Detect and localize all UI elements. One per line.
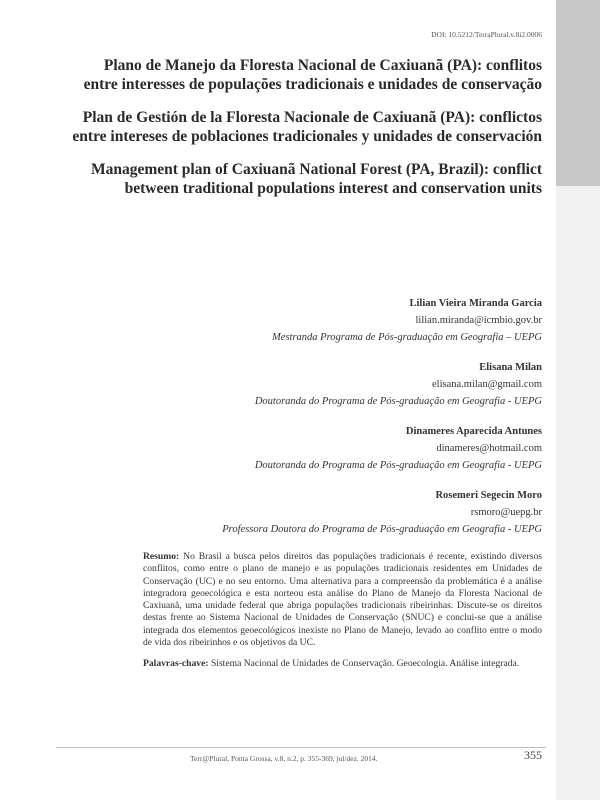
author-affiliation: Doutoranda do Programa de Pós-graduação em Geografia - UEPG bbox=[254, 460, 542, 471]
author-name: Rosemeri Segecin Moro bbox=[435, 490, 542, 501]
authors-block bbox=[72, 295, 542, 551]
abstract-text: No Brasil a busca pelos direitos das populações tradicionais é recente, existindo diversos conflitos, como entre o plano de manejo e as populações tradicionais residentes em Unidades de Conservação (UC) e no seu entorno. Uma alternativa para a compreensão da problemática é a análise integradora geoecológica e esta norteou esta análise do Plano de Manejo da Floresta Nacional de Caxiuanã, uma unidade federal que abriga populações tradicionais ribeirinhas. Discute-se os direitos destas frente ao Sistema Nacional de Unidades de Conservação (SNUC) e conclui-se que a análise integrada dos elementos geoecológicos inexiste no Plano de Manejo, levado ao conflito entre o modo de vida dos ribeirinhos e os objetivos da UC. bbox=[143, 551, 542, 649]
side-margin-tab bbox=[556, 0, 600, 186]
title-english: Management plan of Caxiuanã National Forest (PA, Brazil): conflict between traditional populations interest and conservation units bbox=[90, 161, 542, 197]
author-affiliation: Mestranda Programa de Pós-graduação em Geografia – UEPG bbox=[272, 332, 542, 343]
author-1 bbox=[72, 295, 542, 346]
abstract-paragraph bbox=[143, 551, 542, 649]
footer-citation: Terr@Plural, Ponta Grossa, v.8, n.2, p. 355-369, jul/dez. 2014. bbox=[190, 754, 378, 763]
author-email: elisana.milan@gmail.com bbox=[432, 379, 542, 390]
author-name: Dinameres Aparecida Antunes bbox=[405, 426, 542, 437]
author-2 bbox=[72, 359, 542, 410]
title-spanish: Plan de Gestión de la Floresta Nacionale de Caxiuanã (PA): conflictos entre intereses de poblaciones tradicionales y unidades de conservación bbox=[72, 109, 542, 145]
title-portuguese: Plano de Manejo da Floresta Nacional de Caxiuanã (PA): conflitos entre interesses de populações tradicionais e unidades de conservação bbox=[83, 57, 542, 93]
footer-divider bbox=[56, 747, 546, 748]
keywords-text: Sistema Nacional de Unidades de Conservação. Geoecologia. Análise integrada. bbox=[208, 658, 520, 670]
page-number: 355 bbox=[524, 748, 542, 762]
author-affiliation: Doutoranda do Programa de Pós-graduação em Geografia - UEPG bbox=[254, 396, 542, 407]
author-email: lilian.miranda@icmbio.gov.br bbox=[415, 315, 542, 326]
keywords-paragraph bbox=[143, 658, 542, 670]
abstract-block bbox=[143, 551, 542, 680]
author-4 bbox=[72, 487, 542, 538]
abstract-label: Resumo: bbox=[143, 551, 180, 562]
author-3 bbox=[72, 423, 542, 474]
author-email: dinameres@hotmail.com bbox=[436, 443, 542, 454]
keywords-label: Palavras-chave: bbox=[143, 658, 209, 670]
doi: DOI: 10.5212/TerraPlural.v.8i2.0006 bbox=[431, 30, 542, 39]
author-name: Elisana Milan bbox=[479, 362, 542, 373]
author-affiliation: Professora Doutora do Programa de Pós-graduação em Geografia - UEPG bbox=[222, 524, 542, 535]
author-email: rsmoro@uepg.br bbox=[470, 507, 542, 518]
titles-block bbox=[72, 56, 542, 212]
author-name: Lilian Vieira Miranda Garcia bbox=[409, 298, 542, 309]
